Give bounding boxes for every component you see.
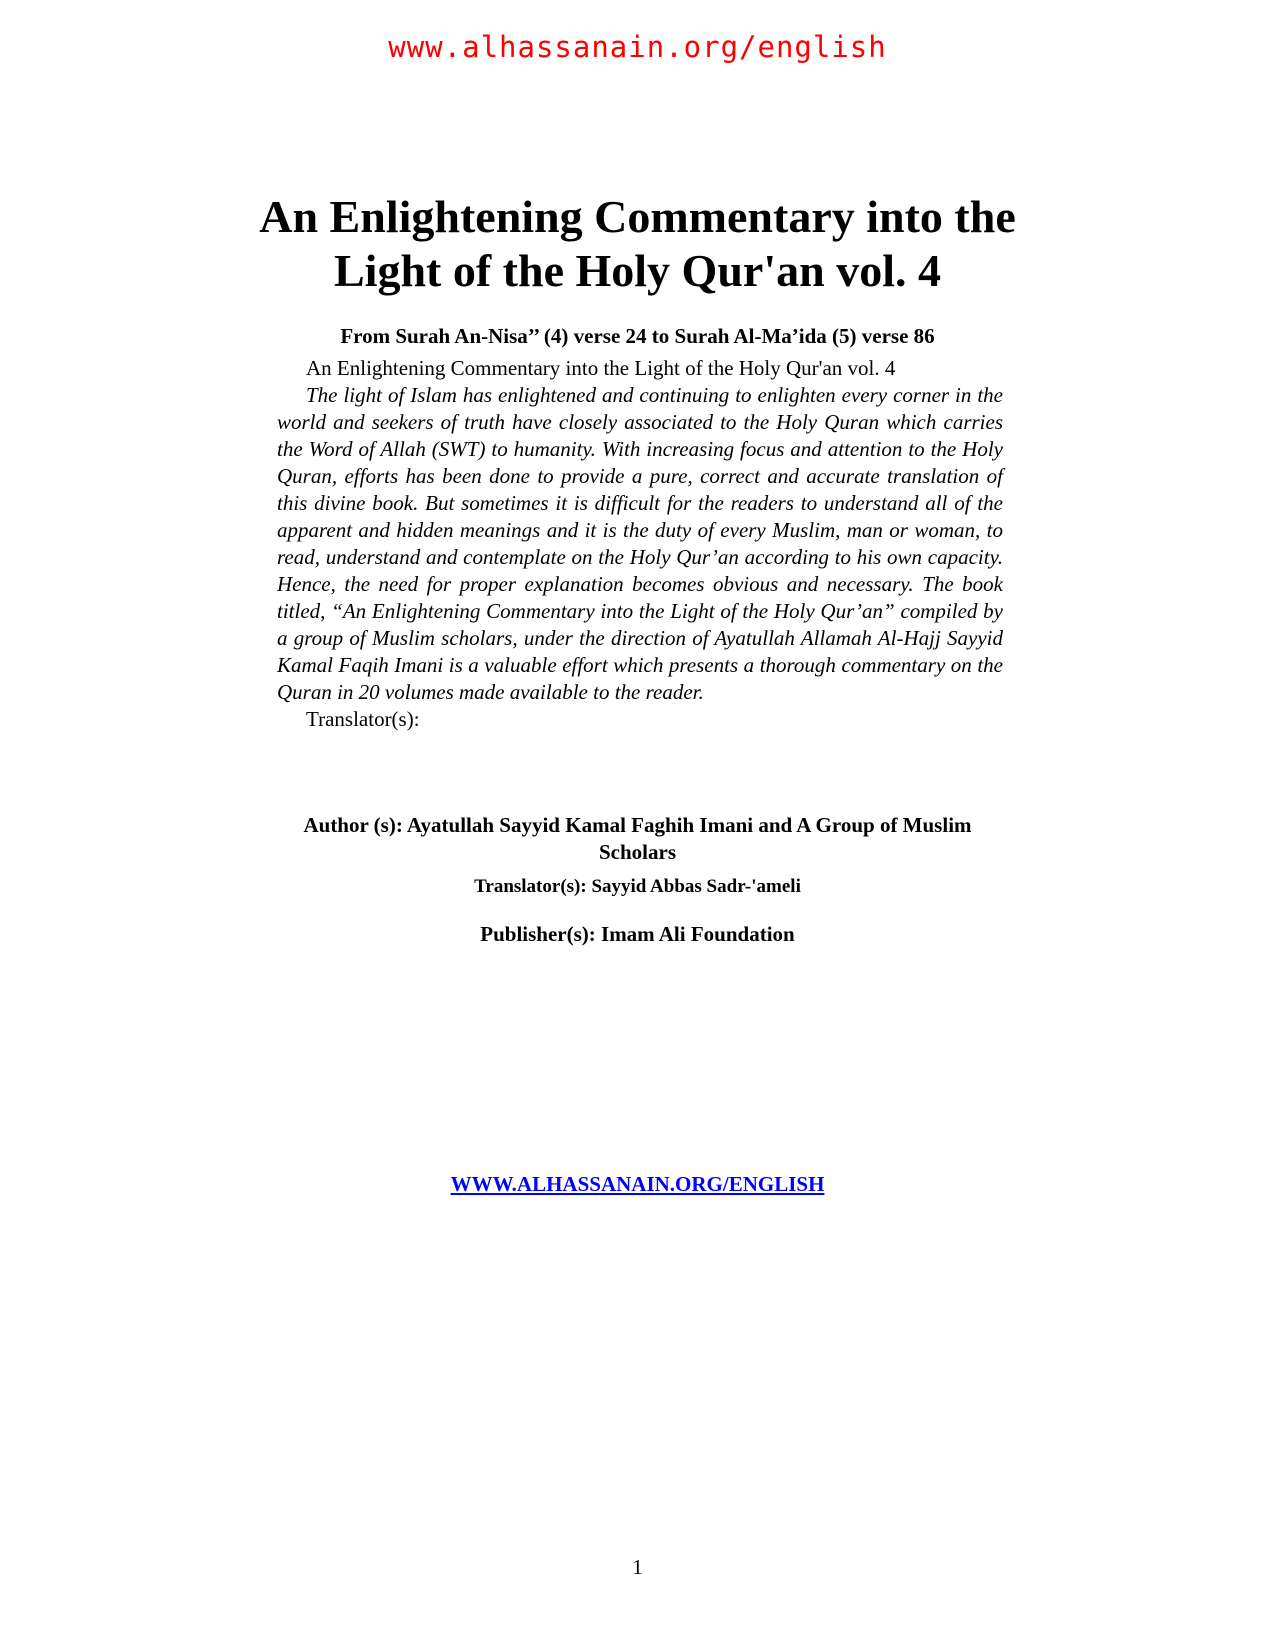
publisher-credit: Publisher(s): Imam Ali Foundation [480, 922, 795, 946]
document-subtitle: From Surah An-Nisa’’ (4) verse 24 to Surah Al-Ma’ida (5) verse 86 [340, 324, 935, 348]
footer-link-container [0, 1172, 1275, 1197]
page-number: 1 [632, 1555, 643, 1579]
website-link[interactable]: WWW.ALHASSANAIN.ORG/ENGLISH [450, 1172, 825, 1196]
translator-label: Translator(s): [306, 707, 420, 731]
header-url: www.alhassanain.org/english [388, 30, 887, 64]
translator-credit: Translator(s): Sayyid Abbas Sadr-'ameli [474, 876, 801, 897]
intro-paragraph: The light of Islam has enlightened and continuing to enlighten every corner in the world and seekers of truth have closely associated to the Holy Quran which carries the Word of Allah (SWT) to humanity. With increasing focus and attention to the Holy Quran, efforts has been done to provide a pure, correct and accurate translation of this divine book. But sometimes it is difficult for the readers to understand all of the apparent and hidden meanings and it is the duty of every Muslim, man or woman, to read, understand and contemplate on the Holy Qur’an according to his own capacity. Hence, the need for proper explanation becomes obvious and necessary. The book titled, “An Enlightening Commentary into the Light of the Holy Qur’an” compiled by a group of Muslim scholars, under the direction of Ayatullah Allamah Al-Hajj Sayyid Kamal Faqih Imani is a valuable effort which presents a thorough commentary on the Quran in 20 volumes made available to the reader. [277, 383, 1003, 704]
credits-block [200, 812, 1075, 947]
repeated-title: An Enlightening Commentary into the Light of the Holy Qur'an vol. 4 [306, 356, 896, 380]
author-credit: Author (s): Ayatullah Sayyid Kamal Faghih Imani and A Group of Muslim Scholars [303, 813, 972, 864]
main-content [277, 355, 1003, 733]
document-title: An Enlightening Commentary into the Light of the Holy Qur'an vol. 4 [259, 191, 1016, 296]
